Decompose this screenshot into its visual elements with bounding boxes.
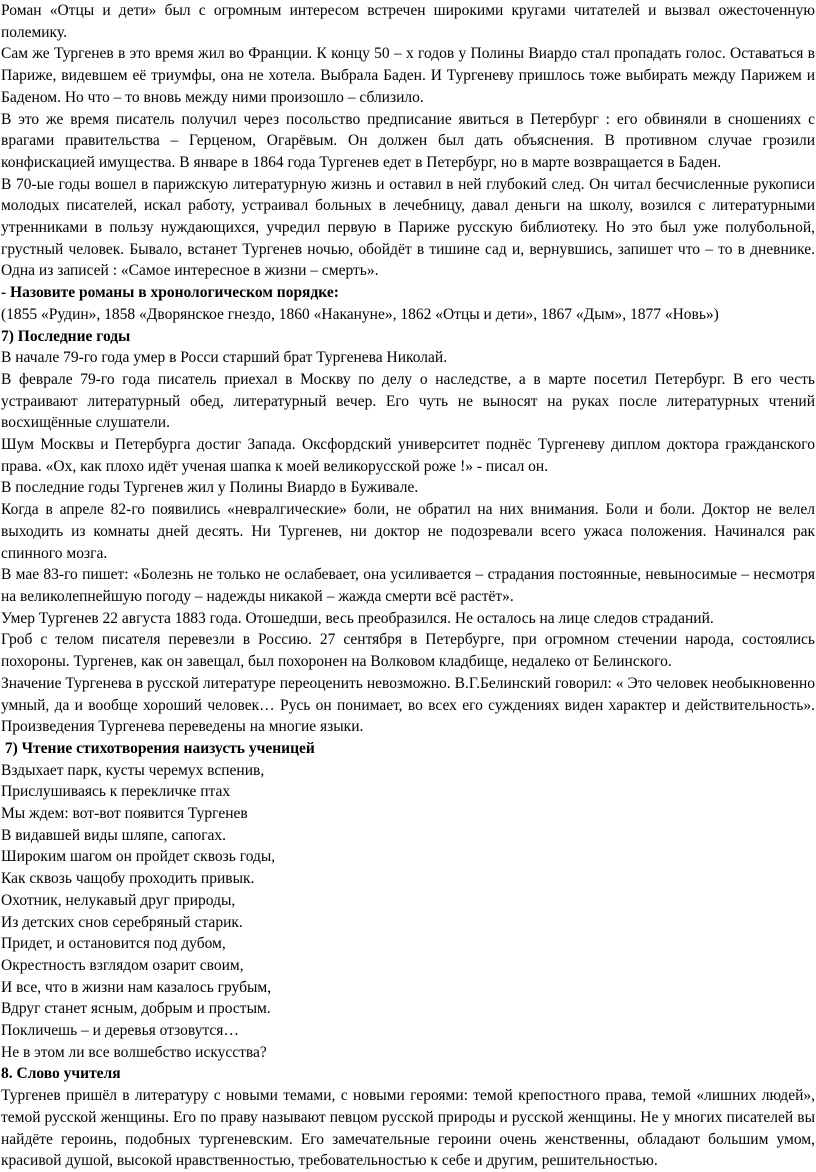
poem-line: Придет, и остановится под дубом, [1,935,226,953]
paragraph: В мае 83-го пишет: «Болезнь не только не ослабевает, она усиливается – страдания постоянные, невыносимые – несмотря на великолепнейшую погоду – надежды никакой – жажда смерти всё растёт». [1,566,815,605]
poem-line: Как сквозь чащобу проходить привык. [1,870,255,888]
paragraph: Роман «Отцы и дети» был с огромным интересом встречен широкими кругами читателей и вызвал ожесточенную полемику. [1,2,815,41]
paragraph: Умер Тургенев 22 августа 1883 года. Отошедши, весь преобразился. Не осталось на лице следов страданий. [1,609,714,627]
poem-line: Покличешь – и деревья отзовутся… [1,1022,239,1040]
paragraph: Значение Тургенева в русской литературе переоценить невозможно. В.Г.Белинский говорил: « Это человек необыкновенно умный, да и вообще хороший человек… Русь он понимает, во всех его суждениях виден характер и действительность». Произведения Тургенева переведены на многие языки. [1,674,815,736]
paragraph: В последние годы Тургенев жил у Полины Виардо в Буживале. [1,479,419,497]
poem-line: Прислушиваясь к перекличке птах [1,783,231,801]
poem-line: И все, что в жизни нам казалось грубым, [1,978,272,996]
poem-line: Охотник, нелукавый друг природы, [1,891,236,909]
section-heading-poem: 7) Чтение стихотворения наизусть ученицей [1,739,315,757]
poem [1,760,815,1064]
paragraph: В это же время писатель получил через посольство предписание явиться в Петербург : его обвиняли в сношениях с врагами правительства – Герценом, Огарёвым. Он должен был дать объяснения. В противном случае грозили конфискацией имущества. В январе в 1864 года Тургенев едет в Петербург, но в марте возвращается в Баден. [1,110,815,171]
poem-line: Широким шагом он пройдет сквозь годы, [1,848,276,866]
section-heading-last-years: 7) Последние годы [1,327,131,345]
poem-line: Вдруг станет ясным, добрым и простым. [1,1000,271,1018]
paragraph: В феврале 79-го года писатель приехал в Москву по делу о наследстве, а в марте посетил Петербург. В его честь устраивают литературный обед, литературный вечер. Его чуть не выносят на руках после литературных чтений восхищённые слушатели. [1,370,815,432]
question-heading: - Назовите романы в хронологическом порядке: [1,284,339,302]
paragraph: Гроб с телом писателя перевезли в Россию. 27 сентября в Петербурге, при огромном стечении народа, состоялись похороны. Тургенев, как он завещал, был похоронен на Волковом кладбище, недалеко от Белинского. [1,631,815,671]
paragraph: Сам же Тургенев в это время жил во Франции. К концу 50 – х годов у Полины Виардо стал пропадать голос. Оставаться в Париже, видевшем её триумфы, она не хотела. Выбрала Баден. И Тургеневу пришлось тоже выбирать между Парижем и Баденом. Но что – то вновь между ними произошло – сблизило. [1,45,815,106]
novels-answer: (1855 «Рудин», 1858 «Дворянское гнездо, 1860 «Накануне», 1862 «Отцы и дети», 1867 «Дым», 1877 «Новь») [1,305,719,323]
paragraph: В начале 79-го года умер в Росси старший брат Тургенева Николай. [1,349,448,367]
poem-line: Вздыхает парк, кусты черемух вспенив, [1,761,265,779]
poem-line: Мы ждем: вот-вот появится Тургенев [1,805,248,823]
poem-line: Не в этом ли все волшебство искусства? [1,1043,267,1061]
poem-line: В видавшей виды шляпе, сапогах. [1,826,227,844]
poem-line: Из детских снов серебряный старик. [1,913,243,931]
paragraph: Шум Москвы и Петербурга достиг Запада. Оксфордский университет поднёс Тургеневу диплом доктора гражданского права. «Ох, как плохо идёт ученая шапка к моей великорусской роже !» - писал он. [1,436,815,475]
paragraph: В 70-ые годы вошел в парижскую литературную жизнь и оставил в ней глубокий след. Он читал бесчисленные рукописи молодых писателей, искал работу, устраивал больных в лечебницу, давал деньги на школу, возился с литературными утренниками в пользу нуждающихся, учредил первую в Париже русскую библиотеку. Но это был уже полубольной, грустный человек. Бывало, встанет Тургенев ночью, обойдёт в тишине сад и, вернувшись, запишет что – то в дневнике. Одна из записей : «Самое интересное в жизни – смерть». [1,175,815,280]
poem-line: Окрестность взглядом озарит своим, [1,956,244,974]
section-heading-teacher: 8. Слово учителя [1,1065,121,1083]
paragraph: Когда в апреле 82-го появились «невралгические» боли, не обратил на них внимания. Боли и боли. Доктор не велел выходить из комнаты дней десять. Ни Тургенев, ни доктор не подозревали всего ужаса положения. Начинался рак спинного мозга. [1,501,815,562]
paragraph: Тургенев пришёл в литературу с новыми темами, с новыми героями: темой крепостного права, темой «лишних людей», темой русской женщины. Его по праву называют певцом русской природы и русской женщины. Не у многих писателей вы найдёте героинь, подобных тургеневским. Его замечательные героини очень женственны, обладают большим умом, красивой душой, высокой нравственностью, требовательностью к себе и другим, решительностью. [1,1087,815,1170]
